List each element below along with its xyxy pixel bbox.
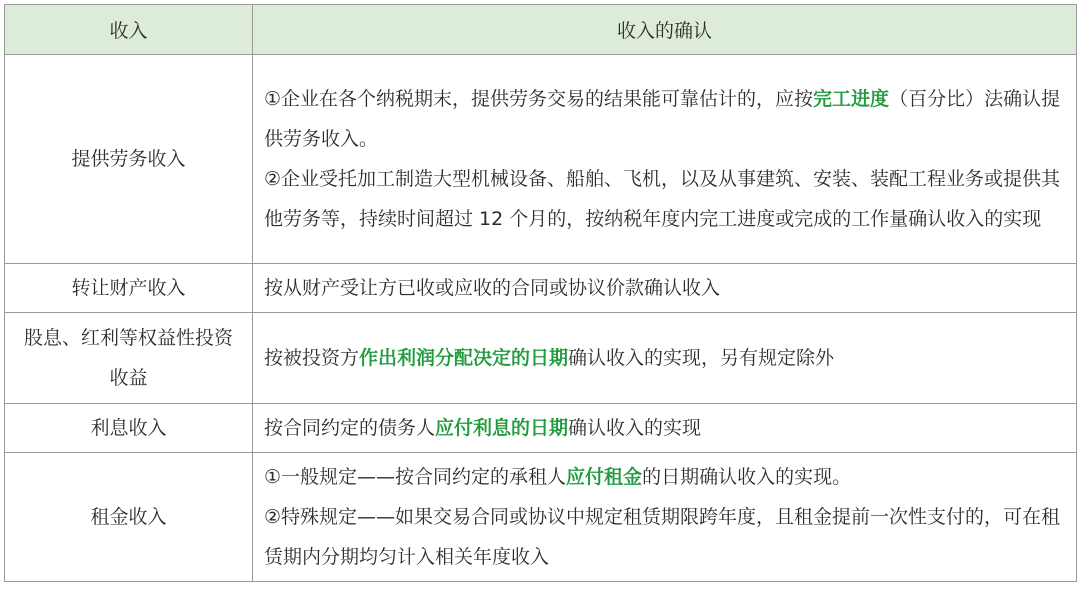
highlighted-text: 作出利润分配决定的日期: [359, 347, 569, 369]
description-text: 按合同约定的债务人: [264, 417, 436, 439]
description-paragraph: [264, 79, 1068, 159]
table-header-row: [5, 5, 1077, 55]
description-paragraph: [264, 338, 1068, 378]
row-label: 租金收入: [5, 453, 253, 582]
row-label: 转让财产收入: [5, 264, 253, 313]
description-text: （百分比）法确认提供劳务收入。: [264, 88, 1061, 150]
row-description: [253, 55, 1077, 264]
description-paragraph: [264, 497, 1068, 577]
row-description: [253, 264, 1077, 313]
highlighted-text: 应付租金: [566, 466, 643, 488]
description-text: 确认收入的实现: [568, 417, 702, 439]
description-paragraph: [264, 268, 1068, 308]
description-text: 确认收入的实现，另有规定除外: [568, 347, 835, 369]
row-label: [5, 313, 253, 404]
highlighted-text: 应付利息的日期: [435, 417, 569, 439]
table-row: [5, 404, 1077, 453]
table-row: [5, 453, 1077, 582]
description-text: ②特殊规定——如果交易合同或协议中规定租赁期限跨年度，且租金提前一次性支付的，可在租赁期内分期均匀计入相关年度收入: [264, 506, 1061, 568]
highlighted-text: 完工进度: [813, 88, 890, 110]
description-paragraph: [264, 408, 1068, 448]
row-description: [253, 313, 1077, 404]
row-description: [253, 404, 1077, 453]
header-recognition: 收入的确认: [253, 5, 1077, 55]
table-row: [5, 264, 1077, 313]
row-description: [253, 453, 1077, 582]
row-label: 利息收入: [5, 404, 253, 453]
income-recognition-table: [4, 4, 1077, 582]
table-row: [5, 313, 1077, 404]
row-label: 提供劳务收入: [5, 55, 253, 264]
description-text: ①企业在各个纳税期末，提供劳务交易的结果能可靠估计的，应按: [264, 88, 814, 110]
description-text: ①一般规定——按合同约定的承租人: [264, 466, 567, 488]
description-text: ②企业受托加工制造大型机械设备、船舶、飞机，以及从事建筑、安装、装配工程业务或提供其他劳务等，持续时间超过 12 个月的，按纳税年度内完工进度或完成的工作量确认收入的实现: [264, 168, 1061, 230]
row-label-text: 股息、红利等权益性投资收益: [23, 327, 233, 389]
description-paragraph: [264, 457, 1068, 497]
description-text: 的日期确认收入的实现。: [642, 466, 852, 488]
description-paragraph: [264, 159, 1068, 239]
header-income: 收入: [5, 5, 253, 55]
table-row: [5, 55, 1077, 264]
description-text: 按被投资方: [264, 347, 360, 369]
description-text: 按从财产受让方已收或应收的合同或协议价款确认收入: [264, 277, 721, 299]
